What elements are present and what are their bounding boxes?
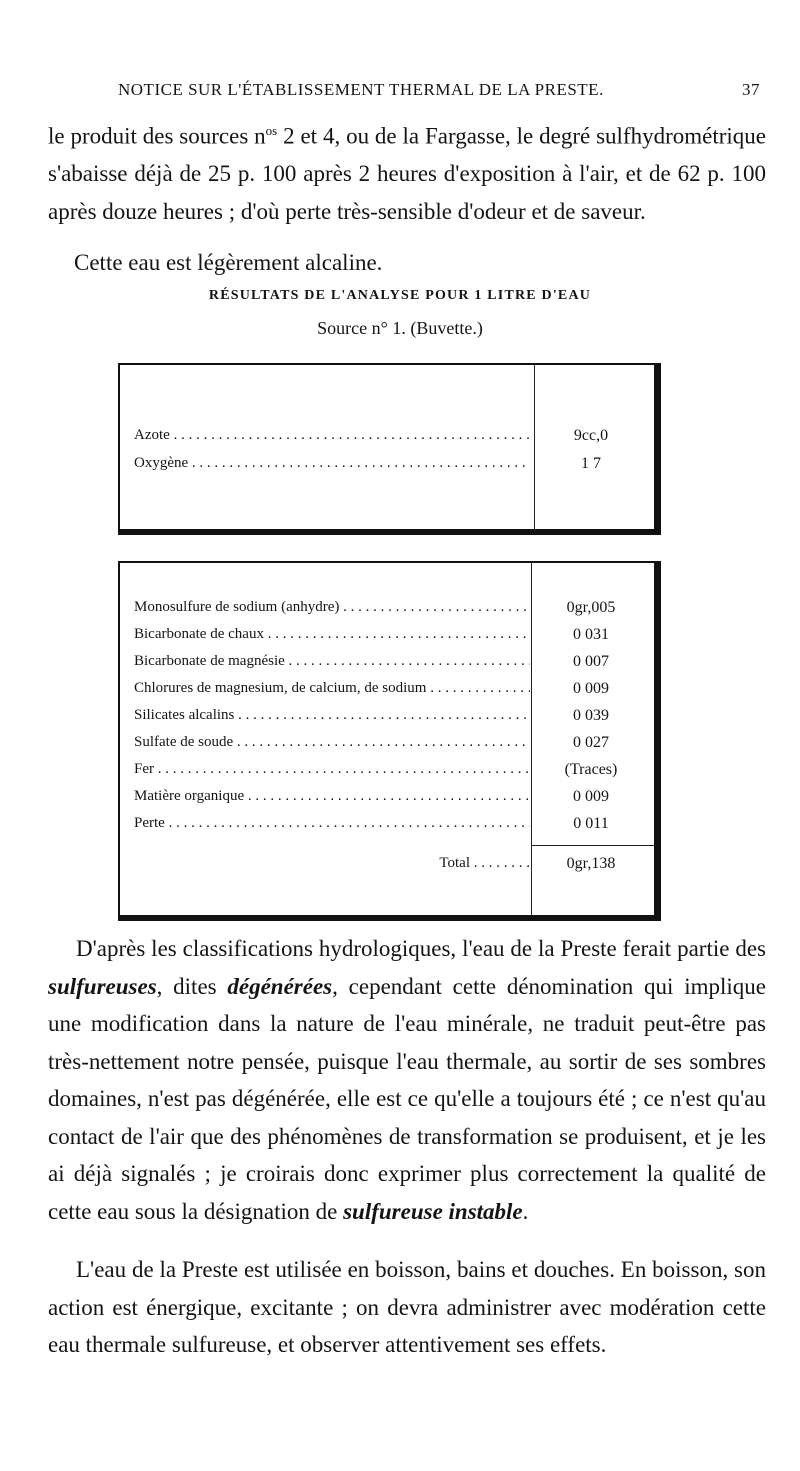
row-label: Monosulfure de sodium (anhydre) . . .	[134, 599, 530, 616]
row-label: Azote . . .	[134, 427, 530, 444]
row-label: Bicarbonate de magnésie . . .	[134, 653, 530, 670]
row-label: Perte . . .	[134, 815, 530, 832]
table-row	[134, 734, 644, 756]
paragraph-text: 2 et 4, ou de la Fargasse, le degré sulfhydrométrique s'abaisse déjà de 25 p. 100 après 2 heures d'exposition à l'air, et de 62 p. 100 après douze heures ; d'où perte très-sensible d'odeur et de saveur.	[48, 123, 766, 224]
total-row	[134, 855, 644, 877]
table-row	[134, 815, 644, 837]
emphasis: sulfureuses	[48, 973, 157, 999]
row-value: 0gr,005	[566, 599, 616, 616]
row-label: Bicarbonate de chaux . . .	[134, 626, 530, 643]
row-label: Chlorures de magnesium, de calcium, de sodium . . .	[134, 680, 530, 697]
paragraph-alkaline: Cette eau est légèrement alcaline.	[74, 250, 383, 275]
paragraph-text: .	[522, 1198, 529, 1224]
paragraph-text: D'après les classifications hydrologiques, l'eau de la Preste ferait partie des	[76, 936, 766, 961]
paragraph-usage: L'eau de la Preste est utilisée en boisson, bains et douches. En boisson, son action est énergique, excitante ; on devra administrer avec modération cette eau thermale sulfureuse, et observer attentivement ses effets.	[48, 1257, 766, 1357]
row-value: 0 009	[573, 680, 609, 697]
row-value: 0 007	[573, 653, 609, 670]
row-label: Fer . . .	[134, 761, 530, 778]
paragraph-text: , cependant cette dénomination qui implique une modification dans la nature de l'eau minérale, ne traduit peut-être pas très-nettement notre pensée, puisque l'eau thermale, au sortir de ses sombres domaines, n'est pas dégénérée, elle est ce qu'elle a toujours été ; ce n'est qu'au contact de l'air que des phénomènes de transformation se produisent, et je les ai déjà signalés ; je croirais donc exprimer plus correctement la qualité de cette eau sous la désignation de	[48, 973, 766, 1224]
table-row	[134, 427, 644, 449]
row-value: 0 011	[573, 815, 609, 832]
table-row	[134, 599, 644, 621]
total-value: 0gr,138	[566, 855, 616, 872]
emphasis: dégénérées	[227, 973, 333, 999]
table-row	[134, 455, 644, 477]
row-value: 9cc,0	[573, 427, 609, 444]
row-value: 0 039	[573, 707, 609, 724]
row-value: 0 027	[573, 734, 609, 751]
running-header	[118, 80, 760, 106]
table-row	[134, 707, 644, 729]
row-value: 0 009	[573, 788, 609, 805]
table-title: RÉSULTATS DE L'ANALYSE POUR 1 LITRE D'EAU	[208, 288, 592, 303]
row-label: Sulfate de soude . . .	[134, 734, 530, 751]
row-label: Oxygène . . .	[134, 455, 530, 472]
emphasis: sulfureuse instable	[343, 1198, 523, 1224]
paragraph-sources	[48, 112, 766, 230]
total-label: Total . . .	[134, 855, 530, 872]
gas-table	[118, 363, 656, 531]
solids-table	[118, 561, 656, 917]
table-row	[134, 761, 644, 783]
paragraph-text: le produit des sources n	[48, 123, 266, 149]
table-row	[134, 626, 644, 648]
superscript: os	[265, 123, 278, 138]
row-label: Silicates alcalins . . .	[134, 707, 530, 724]
table-row	[134, 653, 644, 675]
table-row	[134, 680, 644, 702]
paragraph-classification	[48, 930, 766, 1230]
total-rule	[532, 845, 654, 846]
table-row	[134, 788, 644, 810]
row-value: 0 031	[573, 626, 609, 643]
row-value: 1 7	[581, 455, 601, 472]
running-title: NOTICE SUR L'ÉTABLISSEMENT THERMAL DE LA PRESTE.	[118, 80, 604, 99]
page-number: 37	[742, 80, 760, 99]
row-value: (Traces)	[564, 761, 618, 778]
row-label: Matière organique . . .	[134, 788, 530, 805]
table-subtitle: Source n° 1. (Buvette.)	[317, 318, 483, 338]
paragraph-text: , dites	[156, 973, 228, 999]
